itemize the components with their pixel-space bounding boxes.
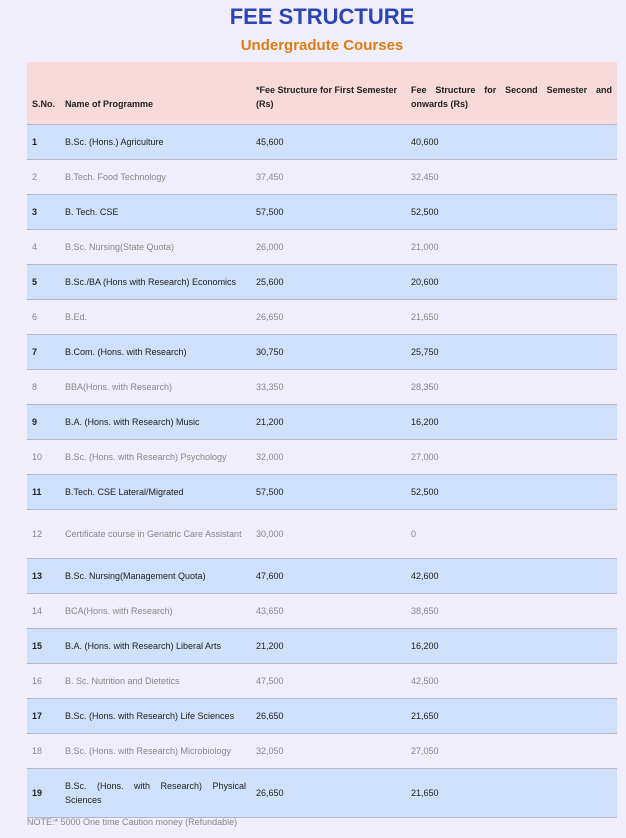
cell-sno: 11 [27, 475, 60, 510]
caution-money-note: NOTE:* 5000 One time Caution money (Refundable) [27, 817, 238, 827]
cell-second-semester-fee: 25,750 [406, 335, 617, 370]
table-row [27, 699, 617, 734]
cell-programme: B.Ed. [60, 300, 251, 335]
cell-programme: B. Tech. CSE [60, 195, 251, 230]
table-row [27, 664, 617, 699]
cell-sno: 5 [27, 265, 60, 300]
cell-sno: 2 [27, 160, 60, 195]
cell-programme: B.Tech. CSE Lateral/Migrated [60, 475, 251, 510]
cell-sno: 3 [27, 195, 60, 230]
cell-first-semester-fee: 26,650 [251, 699, 406, 734]
cell-programme: Certificate course in Geriatric Care Assistant [60, 510, 251, 559]
header-first-semester: *Fee Structure for First Semester (Rs) [251, 62, 406, 125]
cell-first-semester-fee: 32,050 [251, 734, 406, 769]
cell-second-semester-fee: 38,650 [406, 594, 617, 629]
cell-first-semester-fee: 45,600 [251, 125, 406, 160]
cell-sno: 19 [27, 769, 60, 818]
table-row [27, 265, 617, 300]
cell-sno: 4 [27, 230, 60, 265]
cell-second-semester-fee: 21,650 [406, 300, 617, 335]
page-title: FEE STRUCTURE [229, 4, 415, 29]
cell-sno: 12 [27, 510, 60, 559]
cell-first-semester-fee: 47,500 [251, 664, 406, 699]
cell-first-semester-fee: 26,650 [251, 769, 406, 818]
table-row [27, 405, 617, 440]
table-row [27, 300, 617, 335]
cell-sno: 13 [27, 559, 60, 594]
cell-second-semester-fee: 28,350 [406, 370, 617, 405]
table-header-row [27, 62, 617, 125]
cell-first-semester-fee: 21,200 [251, 405, 406, 440]
table-row [27, 769, 617, 818]
cell-programme: B.Sc. Nursing(State Quota) [60, 230, 251, 265]
cell-sno: 9 [27, 405, 60, 440]
cell-first-semester-fee: 30,750 [251, 335, 406, 370]
cell-second-semester-fee: 32,450 [406, 160, 617, 195]
cell-programme: B.Sc. (Hons. with Research) Microbiology [60, 734, 251, 769]
cell-first-semester-fee: 30,000 [251, 510, 406, 559]
fee-table [27, 62, 617, 818]
cell-second-semester-fee: 16,200 [406, 629, 617, 664]
cell-programme: B.Sc./BA (Hons with Research) Economics [60, 265, 251, 300]
cell-first-semester-fee: 32,000 [251, 440, 406, 475]
cell-second-semester-fee: 40,600 [406, 125, 617, 160]
table-row [27, 475, 617, 510]
cell-programme: BCA(Hons. with Research) [60, 594, 251, 629]
fee-table-body [27, 125, 617, 818]
cell-programme: B.Sc. (Hons.) Agriculture [60, 125, 251, 160]
table-row [27, 230, 617, 265]
cell-sno: 8 [27, 370, 60, 405]
table-row [27, 629, 617, 664]
cell-programme: B.A. (Hons. with Research) Liberal Arts [60, 629, 251, 664]
table-row [27, 125, 617, 160]
cell-first-semester-fee: 26,650 [251, 300, 406, 335]
cell-first-semester-fee: 37,450 [251, 160, 406, 195]
cell-first-semester-fee: 26,000 [251, 230, 406, 265]
cell-sno: 16 [27, 664, 60, 699]
cell-first-semester-fee: 47,600 [251, 559, 406, 594]
header-sno: S.No. [27, 62, 60, 125]
cell-sno: 7 [27, 335, 60, 370]
table-row [27, 195, 617, 230]
table-row [27, 440, 617, 475]
cell-programme: B.Com. (Hons. with Research) [60, 335, 251, 370]
table-row [27, 335, 617, 370]
cell-second-semester-fee: 52,500 [406, 195, 617, 230]
cell-programme: B.Tech. Food Technology [60, 160, 251, 195]
cell-second-semester-fee: 21,650 [406, 699, 617, 734]
cell-programme: B.Sc. (Hons. with Research) Life Sciences [60, 699, 251, 734]
cell-sno: 14 [27, 594, 60, 629]
cell-sno: 1 [27, 125, 60, 160]
cell-second-semester-fee: 27,050 [406, 734, 617, 769]
table-row [27, 370, 617, 405]
page-subtitle: Undergradute Courses [240, 37, 404, 54]
cell-first-semester-fee: 33,350 [251, 370, 406, 405]
cell-second-semester-fee: 21,650 [406, 769, 617, 818]
cell-sno: 10 [27, 440, 60, 475]
cell-second-semester-fee: 20,600 [406, 265, 617, 300]
table-row [27, 594, 617, 629]
cell-programme: B.Sc. Nursing(Management Quota) [60, 559, 251, 594]
cell-second-semester-fee: 16,200 [406, 405, 617, 440]
cell-first-semester-fee: 57,500 [251, 195, 406, 230]
table-row [27, 510, 617, 559]
cell-second-semester-fee: 21,000 [406, 230, 617, 265]
cell-sno: 15 [27, 629, 60, 664]
cell-programme: B.Sc. (Hons. with Research) Psychology [60, 440, 251, 475]
table-row [27, 734, 617, 769]
cell-second-semester-fee: 42,500 [406, 664, 617, 699]
cell-second-semester-fee: 42,600 [406, 559, 617, 594]
cell-sno: 6 [27, 300, 60, 335]
table-row [27, 160, 617, 195]
header-second-semester: Fee Structure for Second Semester and onwards (Rs) [406, 62, 617, 125]
cell-first-semester-fee: 21,200 [251, 629, 406, 664]
table-row [27, 559, 617, 594]
cell-first-semester-fee: 43,650 [251, 594, 406, 629]
cell-second-semester-fee: 0 [406, 510, 617, 559]
cell-programme: B. Sc. Nutrition and Dietetics [60, 664, 251, 699]
cell-first-semester-fee: 25,600 [251, 265, 406, 300]
cell-second-semester-fee: 27,000 [406, 440, 617, 475]
cell-programme: BBA(Hons. with Research) [60, 370, 251, 405]
cell-first-semester-fee: 57,500 [251, 475, 406, 510]
cell-second-semester-fee: 52,500 [406, 475, 617, 510]
header-programme: Name of Programme [60, 62, 251, 125]
cell-programme: B.Sc. (Hons. with Research) Physical Sciences [60, 769, 251, 818]
cell-sno: 18 [27, 734, 60, 769]
cell-programme: B.A. (Hons. with Research) Music [60, 405, 251, 440]
cell-sno: 17 [27, 699, 60, 734]
